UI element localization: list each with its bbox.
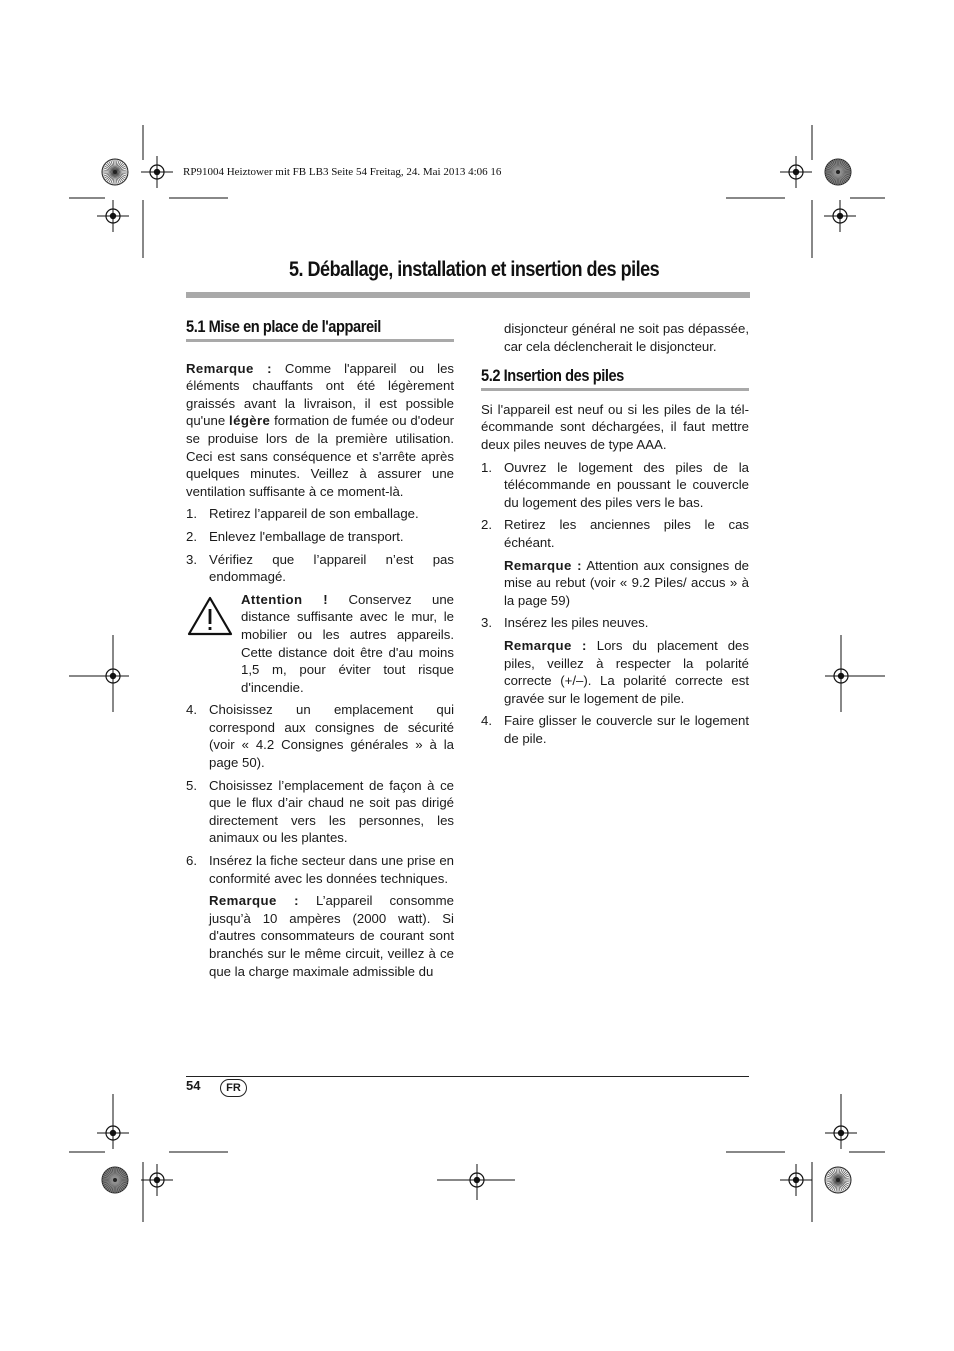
list-item: 5. Choisissez l’emplacement de façon à ce que le flux d’air chaud ne soit pas dirigé directement vers les personnes, les animaux ou les plantes. — [186, 777, 454, 846]
battery-steps — [481, 459, 749, 552]
color-target-icon — [825, 1167, 851, 1193]
note-label: Remarque : — [186, 360, 272, 376]
intro-note: Remarque : Comme l'appareil ou les éléments chauffants ont été légèrement graissés avant la livraison, il est possible qu'une légère formation de fumée ou d'odeur se produise lors de la première utilisation. Ceci est sans conséquence et s'arrête après quelques minutes. Veillez à assurer une ventilation suffisante à ce moment-là. — [186, 360, 454, 499]
list-item: 3. Vérifiez que l’appareil n’est pas endommagé. — [186, 551, 454, 585]
warning-text: Attention ! Conservez une distance suffisante avec le mur, le mobilier ou les autres appareils. Cette distance doit être d'au moins 1,5 m, pour éviter tout risque d'incendie. — [241, 591, 454, 695]
battery-steps-continued — [481, 614, 749, 632]
list-item: 2. Retirez les anciennes piles le cas échéant. — [481, 517, 749, 550]
list-item: 2. Enlevez l'emballage de transport. — [186, 528, 404, 544]
list-item: 4. Faire glisser le couvercle sur le logement de pile. — [481, 713, 749, 746]
list-item: 3. Insérez les piles neuves. — [481, 615, 649, 631]
list-item: 6. Insérez la fiche secteur dans une prise en conformité avec les données techniques. — [186, 853, 454, 886]
registration-crosshair-icon — [780, 1164, 812, 1196]
note-label: Remarque : — [504, 637, 587, 653]
step-3-note: Remarque : Lors du placement des piles, veillez à respecter la polarité correcte (+/–). La polarité correcte est gravée sur le logement de pile. — [504, 637, 749, 706]
battery-intro: Si l'appareil est neuf ou si les piles de la tél-écommande sont déchargées, il faut mettre deux piles neuves de type AAA. — [481, 401, 749, 452]
section-title-5-2: 5.2 Insertion des piles — [481, 366, 624, 386]
list-item: 4. Choisissez un emplacement qui correspond aux consignes de sécurité (voir « 4.2 Consignes générales » à la page 50). — [186, 702, 454, 771]
battery-steps-final — [481, 712, 749, 747]
warning-block — [186, 591, 454, 697]
step-2-note: Remarque : Attention aux consignes de mise au rebut (voir « 9.2 Piles/ accus » à la page 59) — [504, 557, 749, 608]
list-item: 1. Ouvrez le logement des piles de la télécommande en poussant le couvercle du logement des piles vers le bas. — [481, 459, 749, 510]
registration-crosshair-icon — [780, 156, 812, 188]
page-title: 5. Déballage, installation et insertion des piles — [289, 258, 660, 281]
print-header: RP91004 Heiztower mit FB LB3 Seite 54 Freitag, 24. Mai 2013 4:06 16 — [183, 166, 502, 178]
section-title-5-1: 5.1 Mise en place de l'appareil — [186, 317, 381, 336]
list-item: 1. Retirez l’appareil de son emballage. — [186, 506, 419, 522]
note-label: Remarque : — [209, 893, 299, 909]
left-column — [186, 318, 454, 980]
section-rule — [481, 388, 749, 391]
registration-crosshair-icon — [141, 1164, 173, 1196]
steps-list-continued — [186, 701, 454, 887]
color-target-icon — [102, 1167, 128, 1193]
color-target-icon — [102, 159, 128, 185]
warning-label: Attention ! — [241, 591, 329, 607]
step-6-note: Remarque : L’appareil consomme jusqu’à 10 ampères (2000 watt). Si d'autres consommateurs de courant sont branchés sur le même circuit, veillez à ce que la charge maximale admissible du — [209, 893, 454, 979]
title-rule — [186, 292, 750, 298]
right-column — [481, 320, 749, 747]
color-target-icon — [825, 159, 851, 185]
footer-rule — [186, 1076, 749, 1077]
steps-list — [186, 505, 454, 585]
page-number: 54 — [186, 1078, 201, 1093]
note-label: Remarque : — [504, 557, 582, 573]
registration-crosshair-icon — [141, 156, 173, 188]
emphasis-text: légère — [229, 413, 271, 429]
registration-crosshair-icon — [824, 200, 856, 232]
continuation-text: disjoncteur général ne soit pas dépassée, car cela déclencherait le disjoncteur. — [504, 321, 749, 354]
registration-crosshair-icon — [97, 200, 129, 232]
warning-triangle-icon — [186, 591, 241, 697]
section-rule — [186, 339, 454, 342]
language-badge: FR — [220, 1079, 247, 1097]
